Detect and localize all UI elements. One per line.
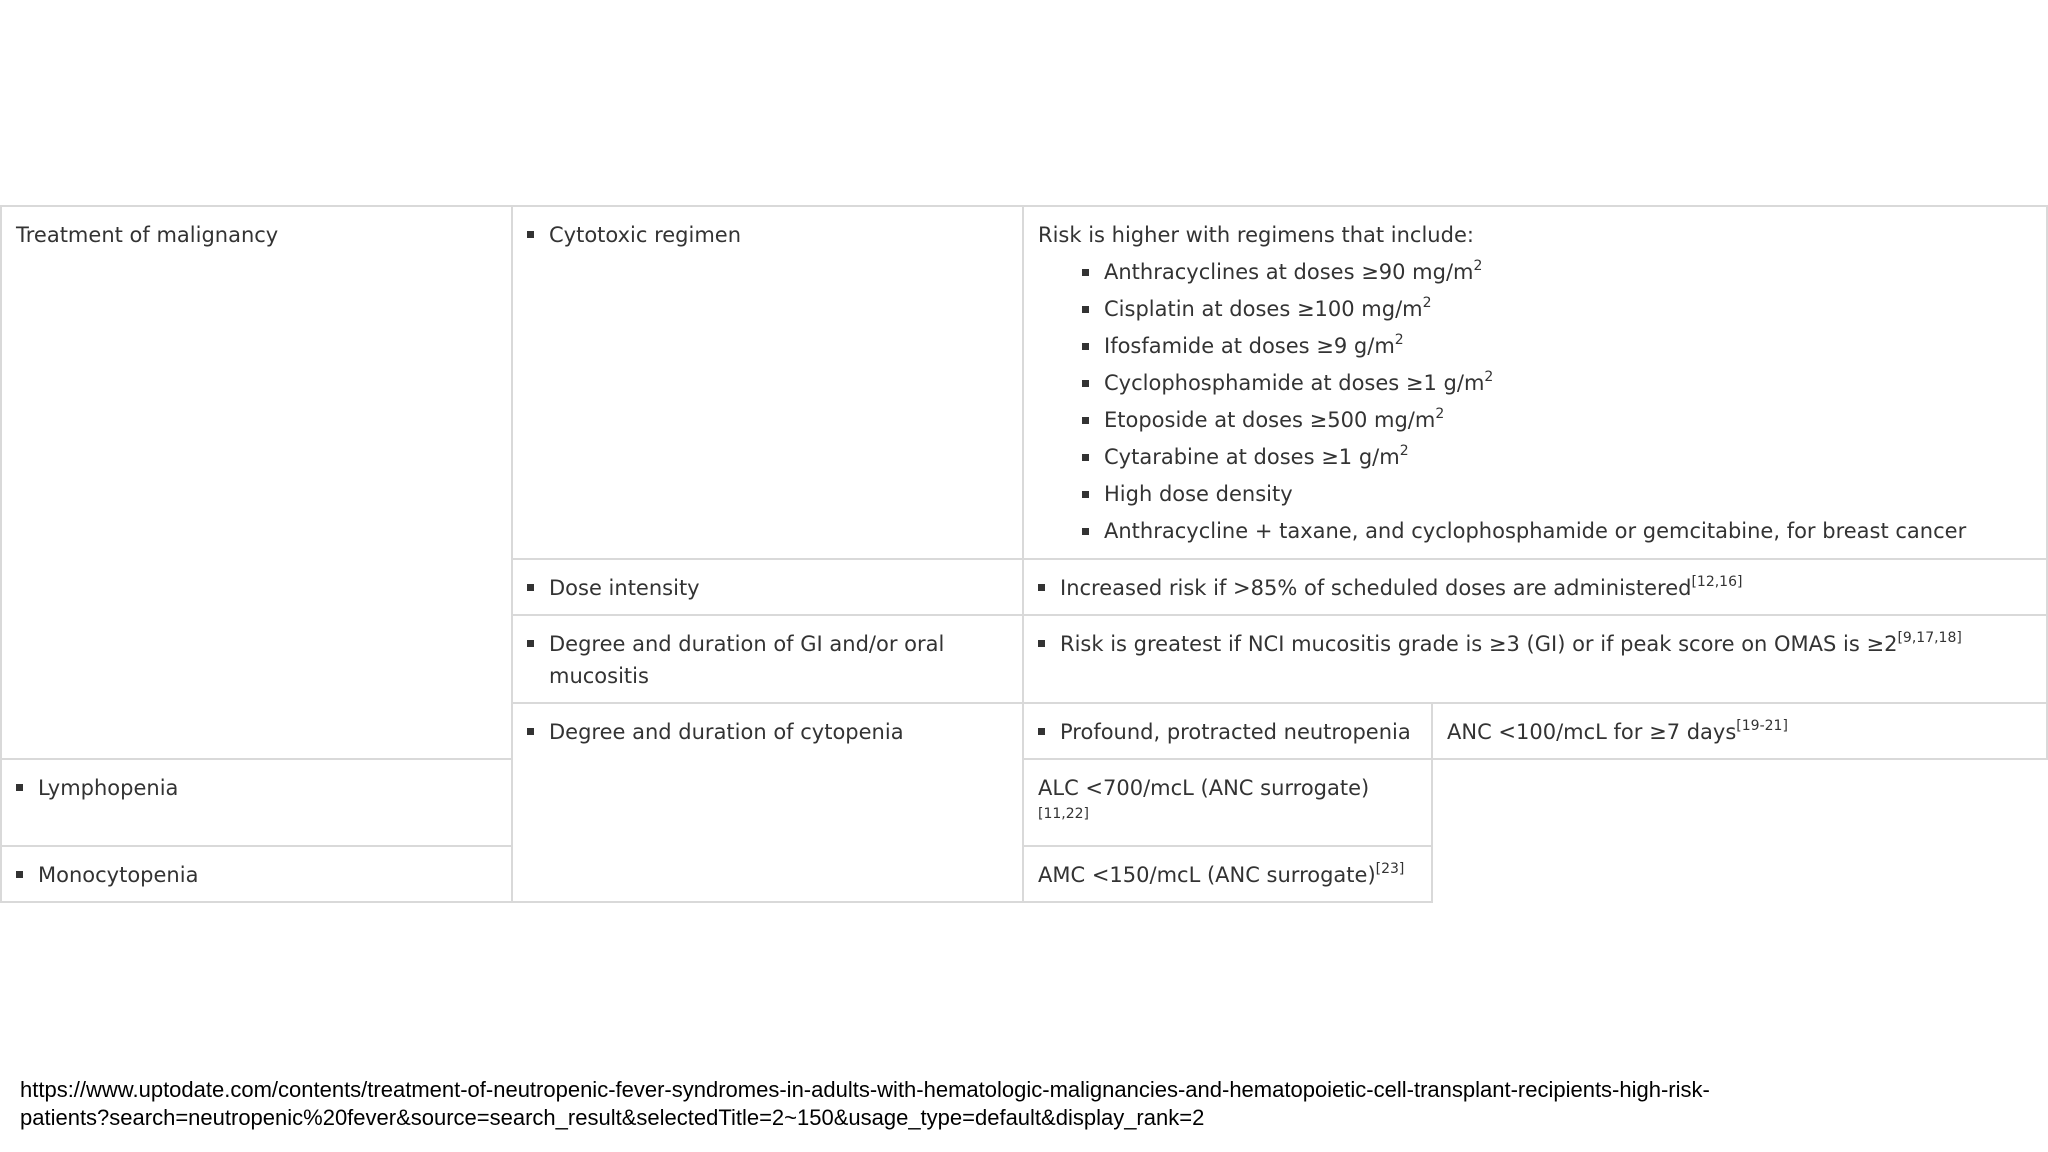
risk-factor-table	[0, 205, 2048, 903]
list-item: Cytarabine at doses ≥1 $g/m^2$	[1082, 439, 2032, 476]
cytopenia-name-cell	[1, 846, 512, 902]
cytotoxic-intro: Risk is higher with regimens that include:	[1038, 223, 1474, 247]
cytopenia-value-cell	[1023, 846, 1432, 902]
cytopenia-neutropenia: Profound, protracted neutropenia	[1038, 716, 1417, 749]
cytopenia-lymphopenia: Lymphopenia	[16, 772, 497, 805]
list-item: High dose density	[1082, 476, 2032, 513]
table-row	[1, 846, 2047, 902]
list-item: Cisplatin at doses ≥100 $mg/m^2$	[1082, 291, 2032, 328]
source-url-line-2: patients?search=neutropenic%20fever&source=search_result&selectedTitle=2~150&usage_type=default&display_rank=2	[20, 1105, 1205, 1130]
list-item: Etoposide at doses ≥500 $mg/m^2$	[1082, 402, 2032, 439]
table-row	[1, 759, 2047, 846]
category-cell	[1, 206, 512, 759]
table-row	[1, 206, 2047, 559]
source-url[interactable]	[20, 1076, 2020, 1132]
factor-mucositis: Degree and duration of GI and/or oral mucositis	[527, 628, 1008, 693]
factor-cell	[512, 206, 1023, 559]
factor-cytotoxic: Cytotoxic regimen	[527, 219, 1008, 252]
detail-cell	[1023, 206, 2047, 559]
cytopenia-value-cell	[1023, 759, 1432, 846]
category-label: Treatment of malignancy	[16, 223, 279, 247]
cytopenia-name-cell	[1, 759, 512, 846]
source-url-line-1: https://www.uptodate.com/contents/treatment-of-neutropenic-fever-syndromes-in-adults-with-hematologic-malignancies-and-hematopoietic-cell-transplant-recipients-high-risk-	[20, 1077, 1710, 1102]
detail-cell	[1023, 559, 2047, 615]
list-item: Anthracycline + taxane, and cyclophosphamide or gemcitabine, for breast cancer	[1082, 513, 2032, 550]
cytopenia-value-cell	[1432, 703, 2047, 759]
list-item: Cyclophosphamide at doses ≥1 $g/m^2$	[1082, 365, 2032, 402]
cytopenia-lymphopenia-value: ALC <700/mcL (ANC surrogate)[11,22]	[1038, 775, 1370, 823]
factor-cell	[512, 615, 1023, 703]
cytotoxic-list	[1038, 254, 2032, 550]
factor-dose-intensity: Dose intensity	[527, 572, 1008, 605]
cytopenia-monocytopenia: Monocytopenia	[16, 859, 497, 892]
list-item: Ifosfamide at doses ≥9 $g/m^2$	[1082, 328, 2032, 365]
detail-cell	[1023, 615, 2047, 703]
list-item: Anthracyclines at doses ≥90 $mg/m^2$	[1082, 254, 2032, 291]
factor-cell	[512, 703, 1023, 902]
cytopenia-monocytopenia-value: AMC <150/mcL (ANC surrogate)[23]	[1038, 860, 1405, 887]
cytopenia-name-cell	[1023, 703, 1432, 759]
mucositis-detail: Risk is greatest if NCI mucositis grade is ≥3 (GI) or if peak score on OMAS is ≥2[9,17,18]	[1038, 628, 2032, 661]
factor-cell	[512, 559, 1023, 615]
factor-cytopenia: Degree and duration of cytopenia	[527, 716, 1008, 749]
dose-intensity-detail: Increased risk if >85% of scheduled doses are administered[12,16]	[1038, 572, 2032, 605]
cytopenia-neutropenia-value: ANC <100/mcL for ≥7 days[19-21]	[1447, 717, 1788, 744]
